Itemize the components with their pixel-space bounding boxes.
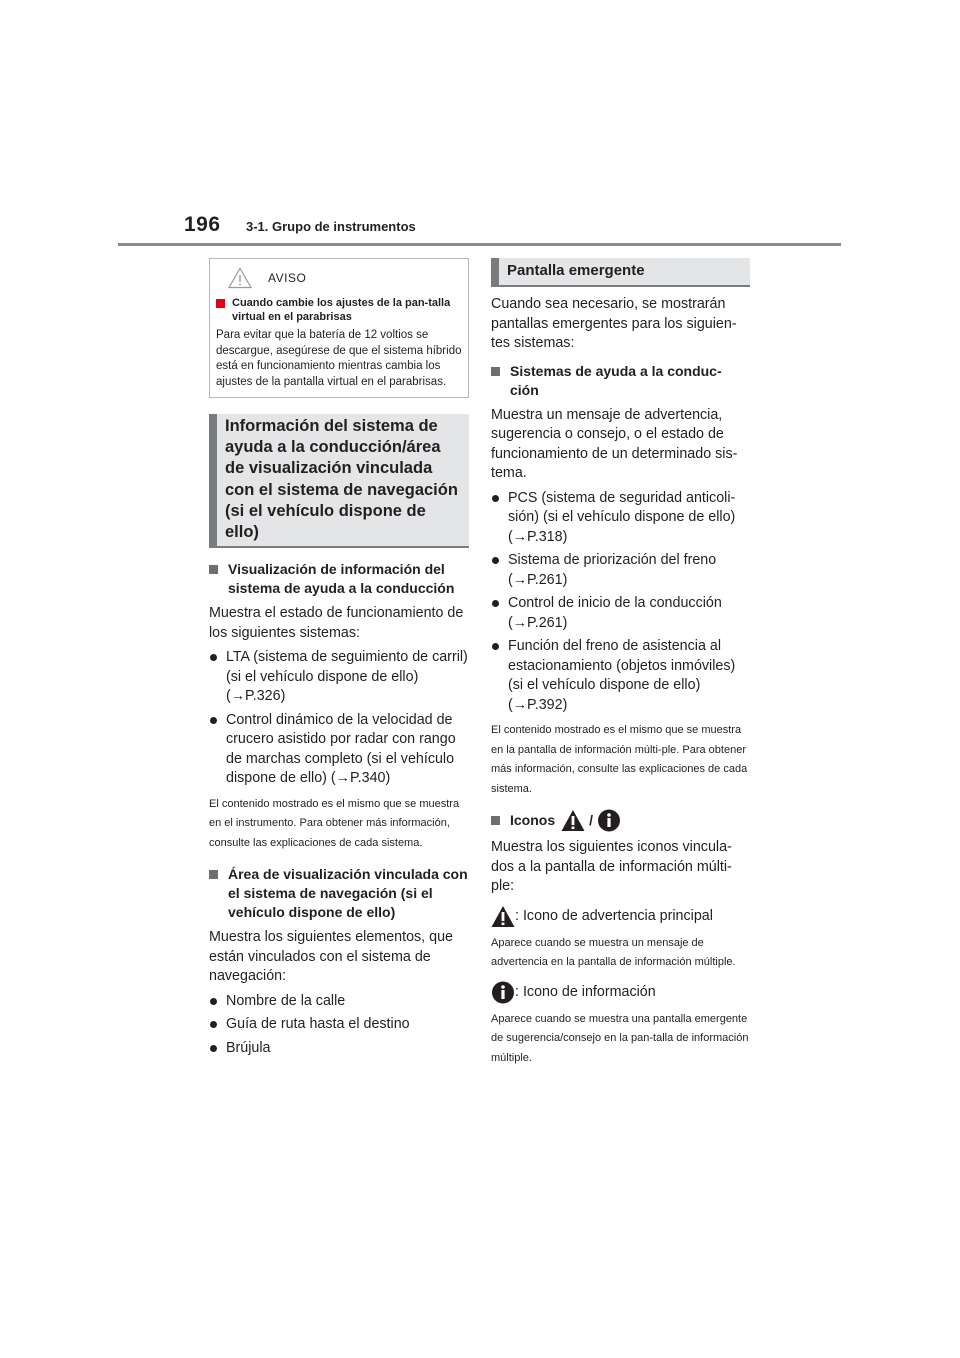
list-item [209, 1039, 469, 1059]
bullet-icon [210, 654, 217, 661]
body-text: Muestra un mensaje de advertencia, sugerencia o consejo, o el estado de funcionamiento de un determinado sis-tema. [491, 406, 738, 481]
list-item-text: Brújula [226, 1039, 271, 1056]
aviso-text: Para evitar que la batería de 12 voltios se descargue, asegúrese de que el sistema híbrido está en funcionamiento mientras cambia los ajustes de la pantalla virtual en el parabrisas. [216, 329, 462, 388]
subsection-heading-1 [491, 362, 750, 400]
right-column [491, 258, 750, 1068]
bullet-icon [210, 717, 217, 724]
warning-triangle-icon [491, 905, 515, 928]
list-item [209, 711, 469, 789]
subsection-heading-2 [491, 809, 750, 832]
list-item [491, 637, 750, 715]
list-item-text: Control de inicio de la conducción (→P.261) [508, 595, 722, 631]
note-text: Aparece cuando se muestra una pantalla emergente de sugerencia/consejo en la pan-talla de información múltiple. [491, 1012, 749, 1064]
warning-icon-row [491, 905, 750, 928]
info-icon [491, 981, 515, 1004]
aviso-header [216, 265, 462, 291]
subsection-heading-text: Área de visualización vinculada con el sistema de navegación (si el vehículo dispone de ello) [228, 866, 468, 921]
subsection-heading-text: Iconos [510, 812, 556, 828]
square-marker [209, 870, 218, 879]
subsection-heading-1 [209, 560, 469, 598]
section-title: 3-1. Grupo de instrumentos [246, 219, 416, 234]
note-text: Aparece cuando se muestra un mensaje de advertencia en la pantalla de información múltiple. [491, 936, 736, 968]
red-square-marker [216, 299, 225, 308]
bullet-list [209, 648, 469, 789]
list-item-text: Control dinámico de la velocidad de crucero asistido por radar con rango de marchas completo (si el vehículo dispone de ello) (→P.340) [226, 711, 456, 787]
info-icon-label: : Icono de información [515, 984, 656, 1000]
bullet-icon [210, 998, 217, 1005]
square-marker [491, 367, 500, 376]
body-text: Muestra el estado de funcionamiento de los siguientes sistemas: [209, 605, 464, 641]
section-banner-left: Información del sistema de ayuda a la conducción/área de visualización vinculada con el sistema de navegación (si el vehículo dispone de ello) [209, 414, 469, 548]
square-marker [209, 565, 218, 574]
bullet-icon [210, 1045, 217, 1052]
header-rule [118, 243, 841, 246]
bullet-icon [210, 1021, 217, 1028]
list-item [209, 648, 469, 707]
body-text: Muestra los siguientes elementos, que están vinculados con el sistema de navegación: [209, 929, 453, 985]
subsection-heading-text: Visualización de información del sistema de ayuda a la conducción [228, 561, 455, 597]
section-banner-right: Pantalla emergente [491, 258, 750, 287]
list-item-text: Nombre de la calle [226, 992, 346, 1009]
list-item-text: Sistema de priorización del freno (→P.261) [508, 552, 717, 588]
bullet-list [491, 489, 750, 716]
left-column [209, 258, 469, 1062]
bullet-icon [492, 557, 499, 564]
info-icon-row [491, 981, 750, 1004]
note-text: El contenido mostrado es el mismo que se muestra en el instrumento. Para obtener más información, consulte las explicaciones de cada sistema. [209, 797, 460, 849]
list-item [209, 992, 469, 1012]
info-icon [597, 809, 621, 832]
page-number: 196 [184, 213, 221, 236]
list-item-text: PCS (sistema de seguridad anticoli-sión) (si el vehículo dispone de ello) (→P.318) [508, 489, 736, 545]
body-text: Muestra los siguientes iconos vincula-dos a la pantalla de información múlti-ple: [491, 839, 732, 894]
aviso-box [209, 258, 469, 398]
list-item [491, 594, 750, 633]
list-item-text: LTA (sistema de seguimiento de carril) (si el vehículo dispone de ello) (→P.326) [226, 649, 468, 705]
warning-triangle-icon [561, 809, 585, 832]
warning-icon-label: : Icono de advertencia principal [515, 908, 713, 924]
list-item-text: Función del freno de asistencia al estacionamiento (objetos inmóviles) (si el vehículo dispone de ello) (→P.392) [508, 638, 736, 713]
note-text: El contenido mostrado es el mismo que se muestra en la pantalla de información múlti-ple. Para obtener más información, consulte las explicaciones de cada sistema. [491, 724, 748, 795]
icon-separator: / [589, 812, 594, 828]
square-marker [491, 816, 500, 825]
bullet-icon [492, 600, 499, 607]
bullet-icon [492, 495, 499, 502]
list-item [491, 551, 750, 590]
subsection-heading-2 [209, 865, 469, 922]
aviso-subheading-text: Cuando cambie los ajustes de la pan-talla virtual en el parabrisas [232, 297, 451, 323]
bullet-icon [492, 643, 499, 650]
subsection-heading-text: Sistemas de ayuda a la conduc-ción [510, 362, 722, 398]
aviso-subheading [216, 296, 462, 324]
list-item-text: Guía de ruta hasta el destino [226, 1016, 410, 1033]
list-item [209, 1015, 469, 1035]
body-text: Cuando sea necesario, se mostrarán pantallas emergentes para los siguien-tes sistemas: [491, 296, 737, 351]
aviso-title: AVISO [268, 271, 307, 285]
warning-outline-icon [228, 267, 252, 289]
bullet-list [209, 992, 469, 1059]
list-item [491, 489, 750, 548]
